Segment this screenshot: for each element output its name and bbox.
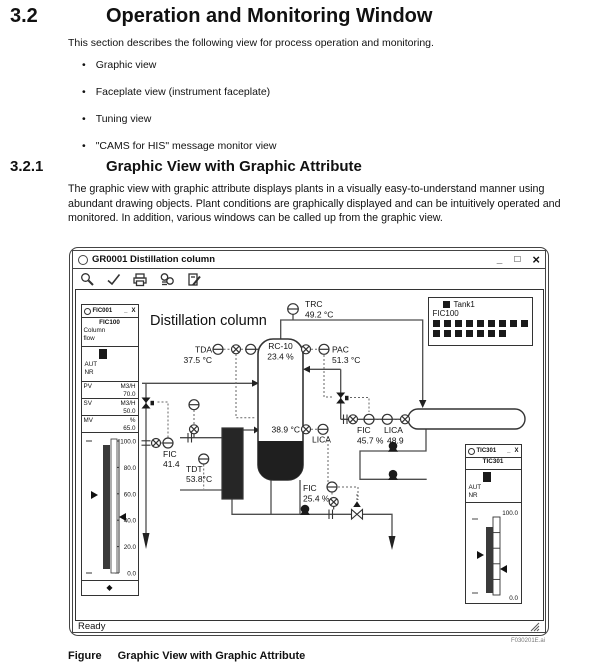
toolbar (73, 269, 545, 289)
faceplate-title: TIC301 (476, 448, 497, 454)
window-title: GR0001 Distillation column (92, 254, 215, 265)
window-frame (72, 250, 546, 633)
scale-label: 80.0 (123, 464, 136, 472)
reflux-drum-vessel[interactable] (408, 409, 525, 429)
scale-label: 40.0 (123, 517, 136, 525)
indicator-square (455, 320, 462, 327)
faceplate-app-icon (468, 448, 475, 455)
faceplate-fic001[interactable] (81, 304, 139, 596)
figure-file-code: F030201E.ai (510, 638, 545, 644)
scale-label: 60.0 (123, 491, 136, 499)
faceplate-title-bar[interactable] (82, 305, 138, 318)
indicator-square (521, 320, 528, 327)
row-value: 50.0 (123, 408, 136, 415)
indicator-square (477, 320, 484, 327)
mode-label: AUT (84, 361, 98, 368)
subsection-title: Graphic View with Graphic Attribute (106, 158, 362, 175)
faceplate-header (466, 458, 521, 470)
tank1-panel[interactable] (428, 297, 533, 346)
list-item (82, 140, 276, 152)
fic-right-tag: FIC (356, 425, 371, 435)
output-marker[interactable] (500, 565, 507, 573)
list-item-label: Graphic view (95, 59, 157, 71)
row-unit: M3/H (120, 400, 136, 407)
subsection-paragraph: The graphic view with graphic attribute displays plants in a visually easy-to-understand manner using abundant drawing objects. Plant conditions are graphically displayed and can be intuitively operated and monitored. In addition, various windows can be called up from the graphic view. (68, 183, 561, 225)
tank-tag: FIC100 (432, 309, 459, 318)
bullet-glyph: • (82, 86, 86, 98)
fic-bottom-value: 25.4 % (302, 493, 329, 504)
alarm-indicator (99, 349, 107, 359)
list-item (82, 113, 276, 125)
scale-label: 20.0 (123, 544, 136, 552)
diagram-title: Distillation column (149, 313, 267, 329)
fic-bottom-tag: FIC (302, 483, 317, 493)
fic-left-tag: FIC (162, 449, 177, 459)
rc-tag: RC-10 (267, 341, 293, 351)
list-item-label: Tuning view (95, 113, 152, 125)
rc-value: 23.4 % (266, 351, 294, 362)
tag-name: FIC100 (99, 319, 120, 326)
tda-tag: TDA (194, 344, 212, 355)
scale-label: 0.0 (508, 595, 518, 602)
gauge-bar (486, 527, 493, 593)
status-bar (73, 621, 545, 632)
tdt-tag: TDT (185, 464, 203, 474)
heat-exchanger[interactable] (222, 428, 243, 499)
data-row-pv (82, 382, 138, 399)
indicator-grid (433, 320, 528, 337)
trc-value: 49.2 °C (304, 309, 333, 320)
pac-tag: PAC (331, 344, 349, 355)
pac-value: 51.3 °C (331, 355, 360, 365)
row-value: 65.0 (123, 425, 136, 432)
indicator-square (499, 320, 506, 327)
check-valve[interactable] (351, 501, 362, 519)
row-name: MV (83, 417, 93, 424)
figure-caption (68, 650, 305, 662)
scale-label: 0.0 (126, 570, 136, 578)
subsection-number: 3.2.1 (10, 158, 44, 175)
bullet-glyph: • (82, 140, 86, 152)
tag-name: TIC301 (482, 458, 504, 465)
indicator-square (488, 330, 495, 337)
list-item (82, 59, 276, 71)
status-label: NR (468, 492, 478, 499)
mode-block (82, 347, 138, 382)
bar-gauge[interactable] (466, 503, 521, 603)
subsection-heading (10, 158, 362, 175)
indicator-square (499, 330, 506, 337)
graphic-view-window[interactable] (69, 247, 549, 636)
block-valves[interactable] (141, 393, 348, 409)
report-icon[interactable] (186, 272, 202, 287)
window-app-icon (78, 255, 88, 265)
setpoint-marker[interactable] (477, 551, 484, 559)
faceplate-header (82, 318, 138, 347)
trc-tag: TRC (304, 299, 322, 309)
fic-left-value: 41.4 (162, 459, 180, 469)
indicator-square (433, 320, 440, 327)
indicator-square (433, 330, 440, 337)
alarm-indicator (483, 472, 491, 482)
data-row-sv (82, 399, 138, 416)
minimize-button[interactable]: _ (507, 448, 511, 454)
close-button[interactable]: X (514, 448, 519, 454)
minimize-button[interactable]: _ (496, 253, 503, 265)
tank-title: Tank1 (453, 300, 475, 309)
faceplate-tic301[interactable] (465, 444, 522, 604)
resize-grip[interactable] (529, 621, 540, 632)
print-icon[interactable] (132, 272, 148, 287)
indicator-square (455, 330, 462, 337)
scale-label: 100.0 (501, 510, 518, 517)
data-row-mv (82, 416, 138, 433)
indicator-square (444, 320, 451, 327)
row-name: PV (83, 383, 92, 390)
lica-right-value: 48.9 (386, 435, 404, 446)
lica-right-tag: LICA (383, 425, 403, 435)
status-label: NR (84, 369, 94, 376)
row-value: 70.0 (123, 391, 136, 398)
pumps[interactable] (300, 442, 398, 515)
intro-paragraph: This section describes the following view for process operation and monitoring. (68, 37, 434, 49)
row-unit: % (129, 417, 136, 424)
indicator-square (510, 320, 517, 327)
figure-caption-text: Graphic View with Graphic Attribute (117, 650, 306, 662)
gauge-bar (103, 445, 110, 569)
status-text: Ready (78, 621, 106, 632)
indicator-square (444, 330, 451, 337)
bullet-glyph: • (82, 113, 86, 125)
tda-value: 37.5 °C (183, 355, 212, 365)
indicator-square (488, 320, 495, 327)
lica-mid-tag: LICA (311, 434, 331, 445)
close-button[interactable]: X (131, 308, 136, 314)
tag-comment: flow (83, 335, 95, 342)
row-name: SV (83, 400, 92, 407)
tdt-value: 53.8°C (185, 474, 212, 484)
scale-label: 100.0 (119, 438, 136, 446)
minimize-button[interactable]: _ (124, 308, 128, 314)
section-number: 3.2 (10, 5, 38, 27)
mode-label: AUT (468, 484, 482, 491)
faceplate-title: FIC001 (92, 308, 113, 314)
section-title: Operation and Monitoring Window (106, 5, 433, 27)
figure-label: Figure (68, 650, 102, 662)
list-item-label: Faceplate view (instrument faceplate) (95, 86, 271, 98)
maximize-button[interactable]: □ (514, 253, 521, 265)
fic-right-value: 45.7 % (356, 435, 383, 446)
graphic-canvas[interactable] (75, 289, 544, 621)
faceplate-footer[interactable]: ◆ (82, 580, 138, 595)
setpoint-marker[interactable] (91, 491, 98, 499)
indicator-square (466, 330, 473, 337)
copy-objects-icon[interactable] (159, 272, 175, 287)
bullet-glyph: • (82, 59, 86, 71)
check-icon[interactable] (106, 272, 121, 287)
window-title-bar[interactable] (73, 251, 545, 269)
mode-block (466, 470, 521, 503)
row-unit: M3/H (120, 383, 136, 390)
close-button[interactable]: × (532, 251, 540, 267)
indicator-square (477, 330, 484, 337)
section-heading (10, 5, 432, 28)
list-item (82, 86, 276, 98)
indicator-square (466, 320, 473, 327)
faceplate-title-bar[interactable] (466, 445, 521, 458)
zoom-icon[interactable] (80, 272, 95, 287)
faceplate-app-icon (84, 308, 91, 315)
tank-status-square (443, 301, 450, 308)
tag-comment: Column (83, 327, 106, 334)
mid-temp-value: 38.9 °C (271, 424, 300, 435)
bullet-list (82, 59, 276, 167)
list-item-label: "CAMS for HIS" message monitor view (95, 140, 277, 152)
bar-gauge[interactable] (82, 433, 138, 580)
